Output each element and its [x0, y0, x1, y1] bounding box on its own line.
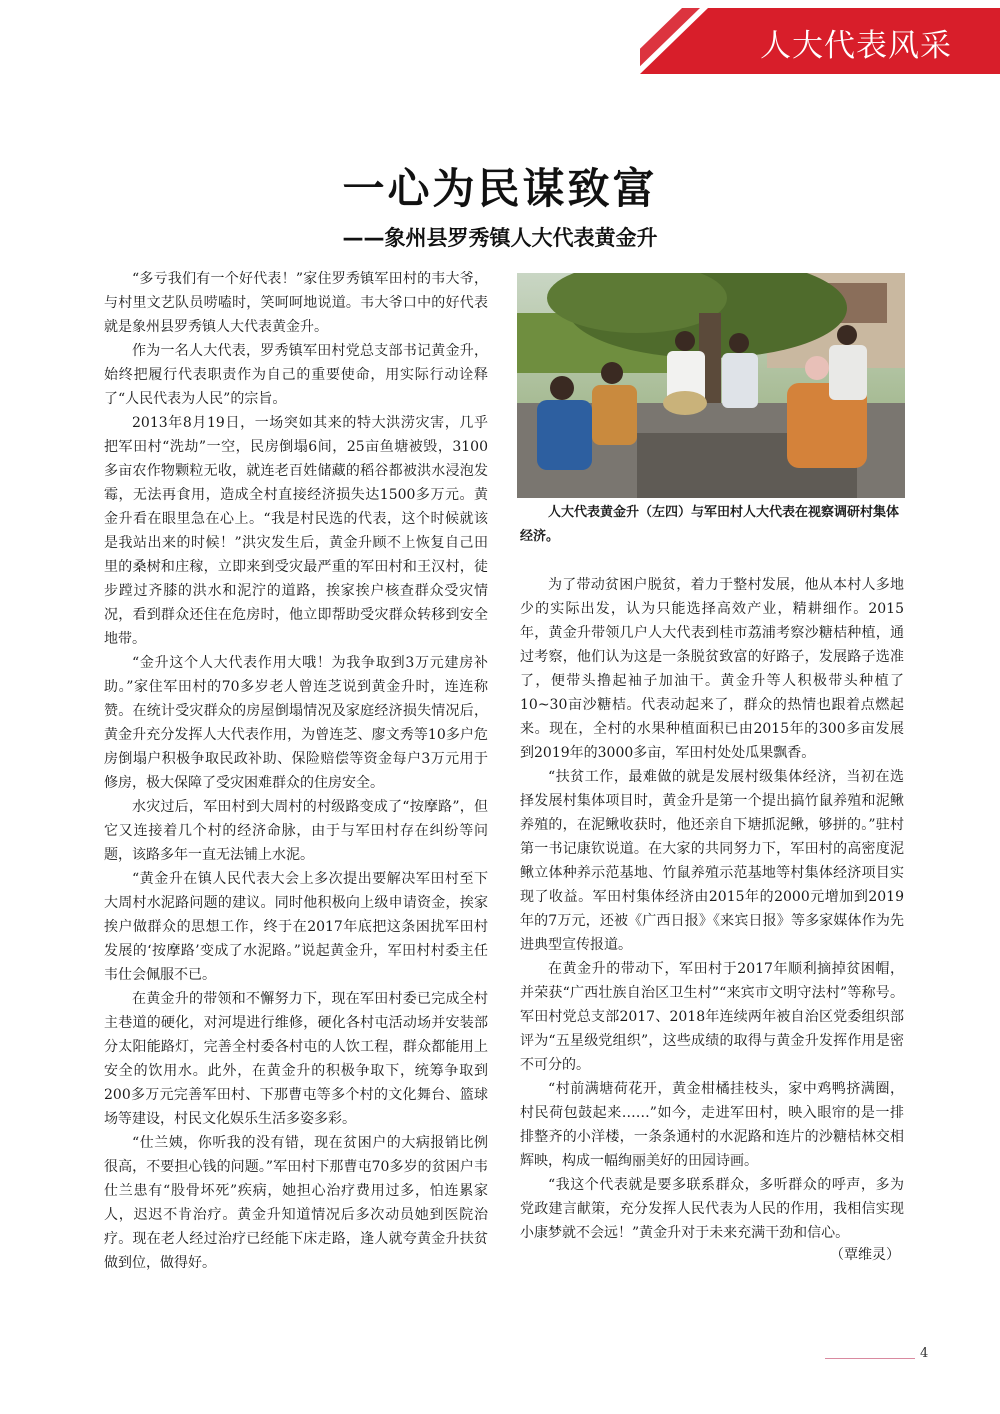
left-column	[104, 267, 488, 1275]
paragraph: “黄金升在镇人民代表大会上多次提出要解决军田村至下大周村水泥路问题的建议。同时他积极向上级申请资金，挨家挨户做群众的思想工作，终于在2017年底把这条困扰军田村发展的‘按摩路’变成了水泥路。”说起黄金升，军田村村委主任韦仕会佩服不已。	[104, 871, 488, 983]
section-label: 人大代表风采	[760, 28, 952, 64]
paragraph: 2013年8月19日，一场突如其来的特大洪涝灾害，几乎把军田村“洗劫”一空，民房倒塌6间，25亩鱼塘被毁，3100多亩农作物颗粒无收，就连老百姓储藏的稻谷都被洪水浸泡发霉，无法再食用，造成全村直接经济损失达1500多万元。黄金升看在眼里急在心上。“我是村民选的代表，这个时候就该是我站出来的时候！”洪灾发生后，黄金升顾不上恢复自己田里的桑树和庄稼，立即来到受灾最严重的军田村和王汉村，徒步蹚过齐膝的洪水和泥泞的道路，挨家挨户核查群众受灾情况，看到群众还住在危房时，他立即帮助受灾群众转移到安全地带。	[104, 415, 488, 647]
footer-divider	[825, 1358, 915, 1359]
paragraph: “金升这个人大代表作用大哦！为我争取到3万元建房补助。”家住军田村的70多岁老人曾连芝说到黄金升时，连连称赞。在统计受灾群众的房屋倒塌情况及家庭经济损失情况后，黄金升充分发挥人大代表作用，为曾连芝、廖文秀等10多户危房倒塌户积极争取民政补助、保险赔偿等资金每户3万元用于修房，极大保障了受灾困难群众的住房安全。	[104, 655, 488, 791]
paragraph: 水灾过后，军田村到大周村的村级路变成了“按摩路”，但它又连接着几个村的经济命脉，由于与军田村存在纠纷等问题，该路多年一直无法铺上水泥。	[104, 799, 488, 863]
article-photo	[517, 273, 905, 498]
paragraph: “多亏我们有一个好代表！”家住罗秀镇军田村的韦大爷，与村里文艺队员唠嗑时，笑呵呵地说道。韦大爷口中的好代表就是象州县罗秀镇人大代表黄金升。	[104, 271, 488, 335]
page-number: 4	[920, 1346, 929, 1361]
paragraph: “扶贫工作，最难做的就是发展村级集体经济，当初在选择发展村集体项目时，黄金升是第一个提出搞竹鼠养殖和泥鳅养殖的，在泥鳅收获时，他还亲自下塘抓泥鳅，够拼的。”驻村第一书记康钦说道。在大家的共同努力下，军田村的高密度泥鳅立体种养示范基地、竹鼠养殖示范基地等村集体经济项目实现了收益。军田村集体经济由2015年的2000元增加到2019年的7万元，还被《广西日报》《来宾日报》等多家媒体作为先进典型宣传报道。	[520, 769, 904, 953]
paragraph: “村前满塘荷花开，黄金柑橘挂枝头，家中鸡鸭挤满圈，村民荷包鼓起来……”如今，走进军田村，映入眼帘的是一排排整齐的小洋楼，一条条通村的水泥路和连片的沙糖桔林交相辉映，构成一幅绚丽美好的田园诗画。	[520, 1081, 904, 1169]
paragraph: 在黄金升的带领和不懈努力下，现在军田村委已完成全村主巷道的硬化，对河堤进行维修，硬化各村屯活动场并安装部分太阳能路灯，完善全村委各村屯的人饮工程，群众都能用上安全的饮用水。此外，在黄金升的积极争取下，统筹争取到200多万元完善军田村、下那曹屯等多个村的文化舞台、篮球场等建设，村民文化娱乐生活多姿多彩。	[104, 991, 488, 1127]
paragraph: 为了带动贫困户脱贫，着力于整村发展，他从本村人多地少的实际出发，认为只能选择高效产业，精耕细作。2015年，黄金升带领几户人大代表到桂市荔浦考察沙糖桔种植，通过考察，他们认为这是一条脱贫致富的好路子，发展路子选准了，便带头撸起袖子加油干。黄金升等人积极带头种植了10~30亩沙糖桔。代表动起来了，群众的热情也跟着点燃起来。现在，全村的水果种植面积已由2015年的300多亩发展到2019年的3000多亩，军田村处处瓜果飘香。	[520, 577, 904, 761]
photo-caption: 人大代表黄金升（左四）与军田村人大代表在视察调研村集体经济。	[520, 505, 900, 544]
author-credit: （覃维灵）	[830, 1247, 900, 1263]
paragraph: 在黄金升的带动下，军田村于2017年顺利摘掉贫困帽，并荣获“广西壮族自治区卫生村”“来宾市文明守法村”等称号。军田村党总支部2017、2018年连续两年被自治区党委组织部评为“五星级党组织”，这些成绩的取得与黄金升发挥作用是密不可分的。	[520, 961, 904, 1073]
paragraph: 作为一名人大代表，罗秀镇军田村党总支部书记黄金升，始终把履行代表职责作为自己的重要使命，用实际行动诠释了“人民代表为人民”的宗旨。	[104, 343, 488, 407]
paragraph: “仕兰姨，你听我的没有错，现在贫困户的大病报销比例很高，不要担心钱的问题。”军田村下那曹屯70多岁的贫困户韦仕兰患有“股骨坏死”疾病，她担心治疗费用过多，怕连累家人，迟迟不肯治疗。黄金升知道情况后多次动员她到医院治疗。现在老人经过治疗已经能下床走路，逢人就夸黄金升扶贫做到位，做得好。	[104, 1135, 488, 1271]
article-title: 一心为民谋致富	[342, 164, 658, 213]
paragraph: “我这个代表就是要多联系群众，多听群众的呼声，多为党政建言献策，充分发挥人民代表为人民的作用，我相信实现小康梦就不会远！”黄金升对于未来充满干劲和信心。	[520, 1177, 904, 1241]
article-subtitle: ——象州县罗秀镇人大代表黄金升	[342, 226, 658, 250]
right-column	[520, 573, 904, 1267]
